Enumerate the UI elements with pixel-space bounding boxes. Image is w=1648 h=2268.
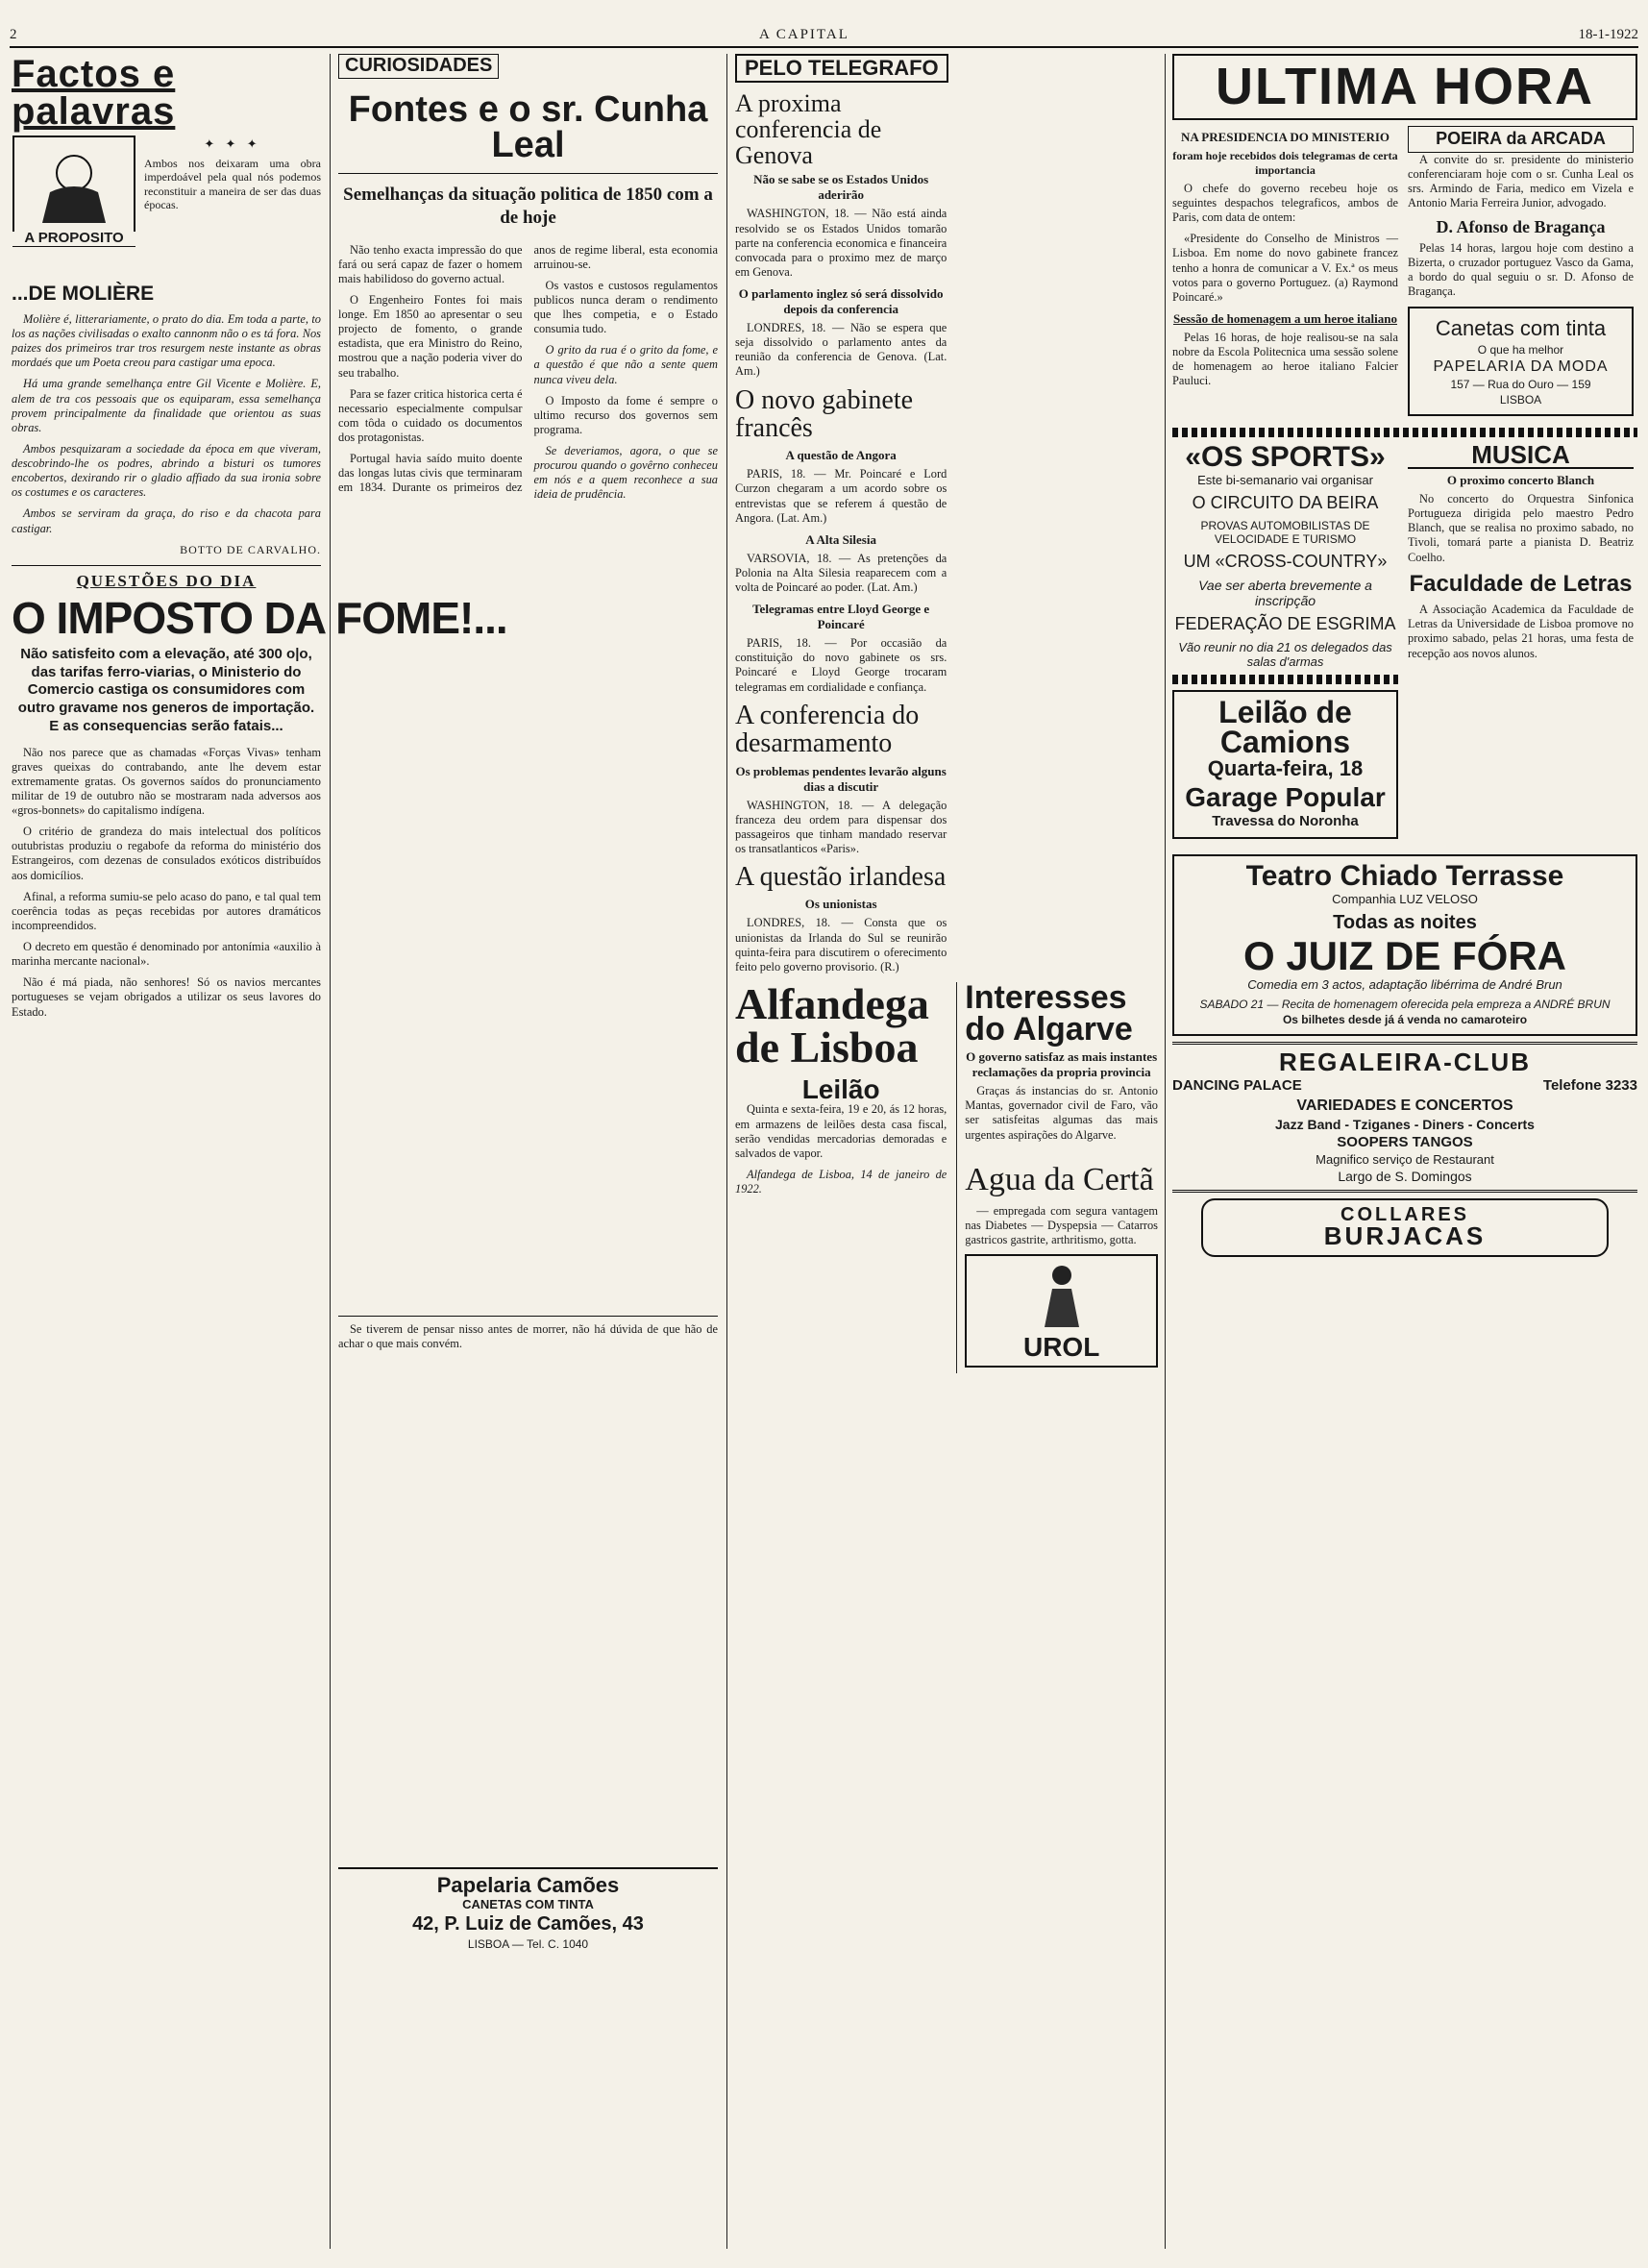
paragraph: Graças ás instancias do sr. Antonio Mantas, governador civil de Faro, vão ser satisfeitas algumas das mais urgentes aspirações do Algarve. [965, 1084, 1158, 1142]
section-title: MUSICA [1408, 443, 1634, 469]
ad-line: PROVAS AUTOMOBILISTAS DE VELOCIDADE E TURISMO [1200, 518, 1370, 546]
ad-line: Telefone 3233 [1542, 1076, 1637, 1094]
paragraph: Molière é, litterariamente, o prato do dia. Em toda a parte, to los as nações civilisadas o exalto cannonm não o es tá fora. Nos paizes dos primeiros trar tros resurgem neste instante as obras mordaés que um Poeta creou para castigar uma epoca. [12, 311, 321, 370]
paragraph: A Associação Academica da Faculdade de Letras da Universidade de Lisboa promove no proximo sabado, pelas 21 horas, uma festa de recepção aos novos alunos. [1408, 603, 1634, 660]
divider [1172, 1190, 1637, 1193]
divider [338, 173, 718, 174]
section-label: QUESTÕES DO DIA [76, 571, 257, 590]
ad-line: Travessa do Noronha [1212, 812, 1359, 829]
regaleira-club-ad [1172, 1050, 1637, 1183]
badge-label: A PROPOSITO [12, 232, 136, 246]
paragraph: WASHINGTON, 18. — Não está ainda resolvido se os Estados Unidos tomarão parte na conferencia economica e financeira convocada para o proximo mez de março em Genova. [735, 207, 947, 279]
a-proposito-badge [12, 135, 136, 246]
quote: O grito da rua é o grito da fome, e a questão é que não a sente quem nunca viveu dela. [533, 343, 718, 386]
paragraph: — empregada com segura vantagem nas Diabetes — Dyspepsia — Catarros gastricos gastrite, arthritismo, gotta. [965, 1203, 1158, 1246]
paragraph: Ambos pesquizaram a sociedade da época em que viveram, descobrindo-lhe os podres, abrindo a bisturi os tumores encobertos, dexirando rir o gladio affiado da sua ironia sobre os costumes e os caracteres. [12, 441, 321, 500]
news-column [1172, 126, 1398, 422]
paragraph: O Engenheiro Fontes foi mais longe. Em 1850 ao apresentar o seu projecto de fomento, o grande estadista, que era Ministro do Reino, mostrou que a nação poderia viver do seu trabalho. [338, 292, 523, 380]
sidebar-paragraph: Ambos nos deixaram uma obra imperdoável pela qual nós podemos reconstituir a maneira de ser das duas épocas. [144, 156, 321, 212]
column-rule [330, 54, 331, 2249]
ad-line: Magnifico serviço de Restaurant [1316, 1151, 1494, 1167]
ad-title: Leilão de Camions [1218, 694, 1352, 760]
leilao-camions-ad [1172, 690, 1398, 839]
ad-title: UROL [1022, 1332, 1100, 1363]
ornamental-strip [1172, 428, 1637, 437]
paragraph: A convite do sr. presidente do ministerio conferenciaram hoje com o sr. Cunha Leal os srs. Armindo de Faria, medico em Vizela e Antonio Maria Ferreira Junior, advogado. [1408, 152, 1634, 210]
ad-line: O JUIZ DE FÓRA [1242, 933, 1567, 979]
paragraph: Para se fazer critica historica certa é necessario especialmente compulsar com tôda o cuidado os documentos dos protagonistas. [338, 386, 523, 445]
deck: NA PRESIDENCIA DO MINISTERIO [1180, 129, 1390, 144]
ad-title: COLLARES [1341, 1203, 1469, 1225]
ad-line: VARIEDADES E CONCERTOS [1296, 1097, 1513, 1114]
ad-title: REGALEIRA-CLUB [1279, 1048, 1531, 1077]
paragraph: LONDRES, 18. — Não se espera que seja dissolvido o parlamento antes da reunião da conferencia de Genova. (Lat. Am.) [735, 321, 947, 379]
deck: foram hoje recebidos dois telegramas de certa importancia [1172, 148, 1398, 177]
column-telegrafo [735, 54, 1158, 2249]
ad-line: 157 — Rua do Ouro — 159 [1450, 377, 1591, 391]
deck: Os problemas pendentes levarão alguns dias a discutir [735, 763, 947, 794]
headline: Agua da Certã [965, 1161, 1154, 1197]
column-rule [1165, 54, 1166, 2249]
banner-title: ULTIMA HORA [1216, 58, 1594, 115]
ad-title: Canetas com tinta [1435, 315, 1607, 340]
deck: O proximo concerto Blanch [1446, 473, 1595, 487]
ultima-hora-banner [1172, 54, 1637, 120]
section-banner: PELO TELEGRAFO [735, 54, 948, 83]
ad-line: Comedia em 3 actos, adaptação libérrima de André Brun [1247, 977, 1562, 993]
ad-line: SOOPERS TANGOS [1337, 1133, 1473, 1150]
ad-line: Jazz Band - Tziganes - Diners - Concerts [1275, 1116, 1535, 1132]
quote: Se deveriamos, agora, o que se procurou quando o govêrno conheceu em nós e a quem reconhece a sua ideia de prudência. [533, 444, 718, 502]
teatro-chiado-ad [1172, 854, 1637, 1037]
os-sports-ad [1172, 440, 1398, 845]
paper-name: A CAPITAL [759, 27, 849, 42]
headline-deck: Não satisfeito com a elevação, até 300 o|o, das tarifas ferro-viarias, o Ministerio do Comercio castiga os consumidores com outro gravame nos generos de importação. E as consequencias serão fatais... [17, 645, 315, 734]
divider [338, 1316, 718, 1317]
page-header [10, 13, 1638, 48]
paragraph: Não tenho exacta impressão do que fará ou será capaz de fazer o homem mais habilidoso do governo actual. [338, 242, 523, 285]
issue-date: 18-1-1922 [1578, 27, 1638, 42]
paragraph: Pelas 16 horas, de hoje realisou-se na sala nobre da Escola Politecnica uma sessão solene de homenagem ao heroe italiano Falcier Pauluci. [1172, 330, 1398, 388]
ad-line: PAPELARIA DA MODA [1433, 357, 1609, 375]
column-rule [726, 54, 727, 2249]
paragraph: WASHINGTON, 18. — A delegação franceza deu ordem para dispensar dos passageiros que tinham mandado reservar os transatlanticos «Paris». [735, 798, 947, 855]
paragraph: No concerto do Orquestra Sinfonica Portugueza dirigida pelo maestro Pedro Blanch, que se realisa no proximo sabado, no Tivoli, tomará parte a pianista D. Beatriz Coelho. [1408, 492, 1634, 564]
figure-icon [1033, 1262, 1091, 1329]
headline: A conferencia do desarmamento [735, 700, 920, 759]
sidebar-text [144, 135, 321, 279]
papelaria-camoes-ad [338, 1867, 718, 1952]
headline: Interesses do Algarve [965, 978, 1133, 1048]
paragraph: «Presidente do Conselho de Ministros — Lisboa. Em nome do novo gabinete francez tenho a honra de comunicar a V. Ex.ª os meus votos para o governo Portuguez. (a) Raymond Poincaré.» [1172, 232, 1398, 304]
ad-line: FEDERAÇÃO DE ESGRIMA [1174, 613, 1396, 633]
deck: A Alta Silesia [805, 531, 876, 547]
side-column [1408, 126, 1634, 422]
ad-line: Todas as noites [1333, 912, 1477, 934]
ad-phone: LISBOA — Tel. C. 1040 [467, 1937, 589, 1952]
ad-address: 42, P. Luiz de Camões, 43 [412, 1913, 644, 1935]
column-curiosidades [338, 54, 718, 2249]
ornament: ✦ ✦ ✦ [204, 136, 261, 152]
ad-title: Papelaria Camões [436, 1872, 620, 1897]
headline: O IMPOSTO DA FOME!... [12, 592, 507, 643]
ad-title: Teatro Chiado Terrasse [1245, 859, 1564, 892]
ad-line: UM «CROSS-COUNTRY» [1183, 551, 1388, 571]
signature: BOTTO DE CARVALHO. [180, 542, 321, 556]
headline: O novo gabinete francês [735, 384, 914, 443]
paragraph: Há uma grande semelhança entre Gil Vicente e Molière. E, alem de tra cos pessoais que os equiparam, essa semelhança provem principalmente da finalidade que orientou as suas obras. [12, 377, 321, 434]
algarve-column [956, 978, 1158, 1374]
paragraph: VARSOVIA, 18. — As pretenções da Polonia na Alta Silesia reaparecem com a volta de Poincaré ao poder. (Lat. Am.) [735, 551, 947, 595]
deck: Não se sabe se os Estados Unidos aderirão [753, 172, 929, 203]
subtitle: ...DE MOLIÈRE [12, 283, 155, 306]
kicker: CURIOSIDADES [338, 54, 499, 79]
ad-line: O que ha melhor [1477, 342, 1564, 357]
ad-line: CANETAS COM TINTA [462, 1897, 594, 1912]
paragraph: Alfandega de Lisboa, 14 de janeiro de 1922. [735, 1167, 947, 1196]
column-title: Factos e palavras [12, 53, 176, 134]
headline: Alfandega de Lisboa [735, 978, 929, 1072]
paragraph: Se tiverem de pensar nisso antes de morrer, não há dúvida de que hão de achar o que mais convém. [338, 1321, 718, 1350]
telegrams-column [735, 88, 947, 1374]
ad-line: Vão reunir no dia 21 os delegados das salas d'armas [1178, 639, 1392, 669]
column-ultima-hora [1172, 54, 1637, 2249]
ad-line: Os bilhetes desde já á venda no camaroteiro [1282, 1013, 1528, 1027]
ad-line: Companhia LUZ VELOSO [1332, 892, 1478, 907]
ad-line: O CIRCUITO DA BEIRA [1192, 492, 1379, 512]
divider [1172, 1042, 1637, 1045]
article-title: Fontes e o sr. Cunha Leal [348, 88, 708, 165]
deck: A questão de Angora [785, 448, 897, 463]
ad-line: Quarta-feira, 18 [1207, 755, 1364, 780]
paragraph: O chefe do governo recebeu hoje os seguintes despachos telegraficos, ambos de Paris, com data de ontem: [1172, 181, 1398, 225]
deck: O parlamento inglez só será dissolvido depois da conferencia [738, 286, 944, 317]
ad-line: Este bi-semanario vai organisar [1197, 472, 1373, 487]
paragraph: PARIS, 18. — Mr. Poincaré e Lord Curzon chegaram a um acordo sobre os entrevistas que se referem á questão de Angora. (Lat. Am.) [735, 467, 947, 525]
paragraph: O critério de grandeza do mais intelectual dos políticos outubristas produziu o regabofe da reforma do ministério dos Estrangeiros, com dezenas de consulados exóticos distribuídos aos domicílios. [12, 825, 321, 882]
deck: Telegramas entre Lloyd George e Poincaré [752, 602, 930, 632]
headline: Leilão [801, 1074, 880, 1105]
ornamental-strip [1172, 675, 1398, 684]
paragraph: O decreto em questão é denominado por antonímia «auxilio à marinha mercante nacional». [12, 940, 321, 969]
poeira-arcada-title: POEIRA da ARCADA [1408, 126, 1634, 153]
ad-line: Largo de S. Domingos [1338, 1168, 1472, 1184]
headline: A questão irlandesa [735, 862, 947, 892]
deck: Os unionistas [804, 897, 877, 912]
collares-ad [1201, 1198, 1609, 1257]
divider [12, 565, 321, 566]
deck: Sessão de homenagem a um heroe italiano [1172, 310, 1398, 326]
paragraph: Não é má piada, não senhores! Só os navios mercantes portugueses se vejam obrigados a utilizar os seus lavores do Estado. [12, 975, 321, 1019]
paragraph: Ambos se serviram da graça, do riso e da chacota para castigar. [12, 506, 321, 535]
paragraph: Afinal, a reforma sumiu-se pelo acaso do pano, e tal qual tem coerência todas as peças recebidas por autores dramáticos incompreendidos. [12, 889, 321, 932]
paragraph: Pelas 14 horas, largou hoje com destino a Bizerta, o cruzador portuguez Vasco da Gama, a bordo do qual seguiu o sr. D. Afonso de Bragança. [1408, 241, 1634, 299]
paragraph: O Imposto da fome é sempre o ultimo recurso dos governos sem programa. [533, 393, 718, 436]
paragraph: Não nos parece que as chamadas «Forças Vivas» tenham graves queixas do contrabando, ante lhe devem estar extremamente gratas. Os governos saídos do pronunciamento militar de 19 de outubro não se mostraram nada adversos aos «gros-bonnets» do capitalismo indígena. [12, 745, 321, 818]
article-deck: Semelhanças da situação politica de 1850 com a de hoje [343, 185, 713, 228]
paragraph: PARIS, 18. — Por occasião da constituição do novo gabinete os srs. Poincaré e Lloyd George trocaram telegramas em cordialidade e confiança. [735, 636, 947, 694]
ad-line: Garage Popular [1185, 782, 1386, 813]
papelaria-moda-ad [1408, 307, 1634, 416]
paragraph: LONDRES, 18. — Consta que os unionistas da Irlanda do Sul se reunirão quinta-feira para discutirem o oferecimento feito pelo governo provisorio. (R.) [735, 916, 947, 974]
paragraph: Portugal havia saído muito doente das longas lutas civis que terminaram em 1834. Durante os primeiros dez anos de regime liberal, esta economia arruinou-se. [338, 242, 718, 495]
ad-line: LISBOA [1499, 392, 1542, 407]
music-column [1408, 439, 1634, 845]
section-title: Faculdade de Letras [1409, 570, 1633, 597]
paragraph: Quinta e sexta-feira, 19 e 20, ás 12 horas, em armazens de leilões desta casa fiscal, serão vendidas mercadorias demoradas e salvados de vapor. [735, 1102, 947, 1160]
ad-line: SABADO 21 — Recita de homenagem oferecida pela empreza a ANDRÉ BRUN [1199, 998, 1611, 1012]
ad-title: «OS SPORTS» [1185, 440, 1386, 473]
ad-line: Vae ser aberta brevemente a inscripção [1198, 577, 1372, 608]
paragraph: Os vastos e custosos regulamentos publicos nunca deram o rendimento que lhes competia, e o Estado consumia tudo. [533, 278, 718, 336]
page-number: 2 [10, 27, 17, 42]
deck: O governo satisfaz as mais instantes reclamações da propria provincia [966, 1049, 1158, 1080]
deck: D. Afonso de Bragança [1436, 217, 1606, 237]
headline: A proxima conferencia de Genova [735, 88, 882, 170]
ad-line: DANCING PALACE [1172, 1076, 1302, 1094]
ad-line: BURJACAS [1323, 1221, 1487, 1251]
urol-ad [965, 1254, 1158, 1368]
article-body [338, 243, 718, 1310]
